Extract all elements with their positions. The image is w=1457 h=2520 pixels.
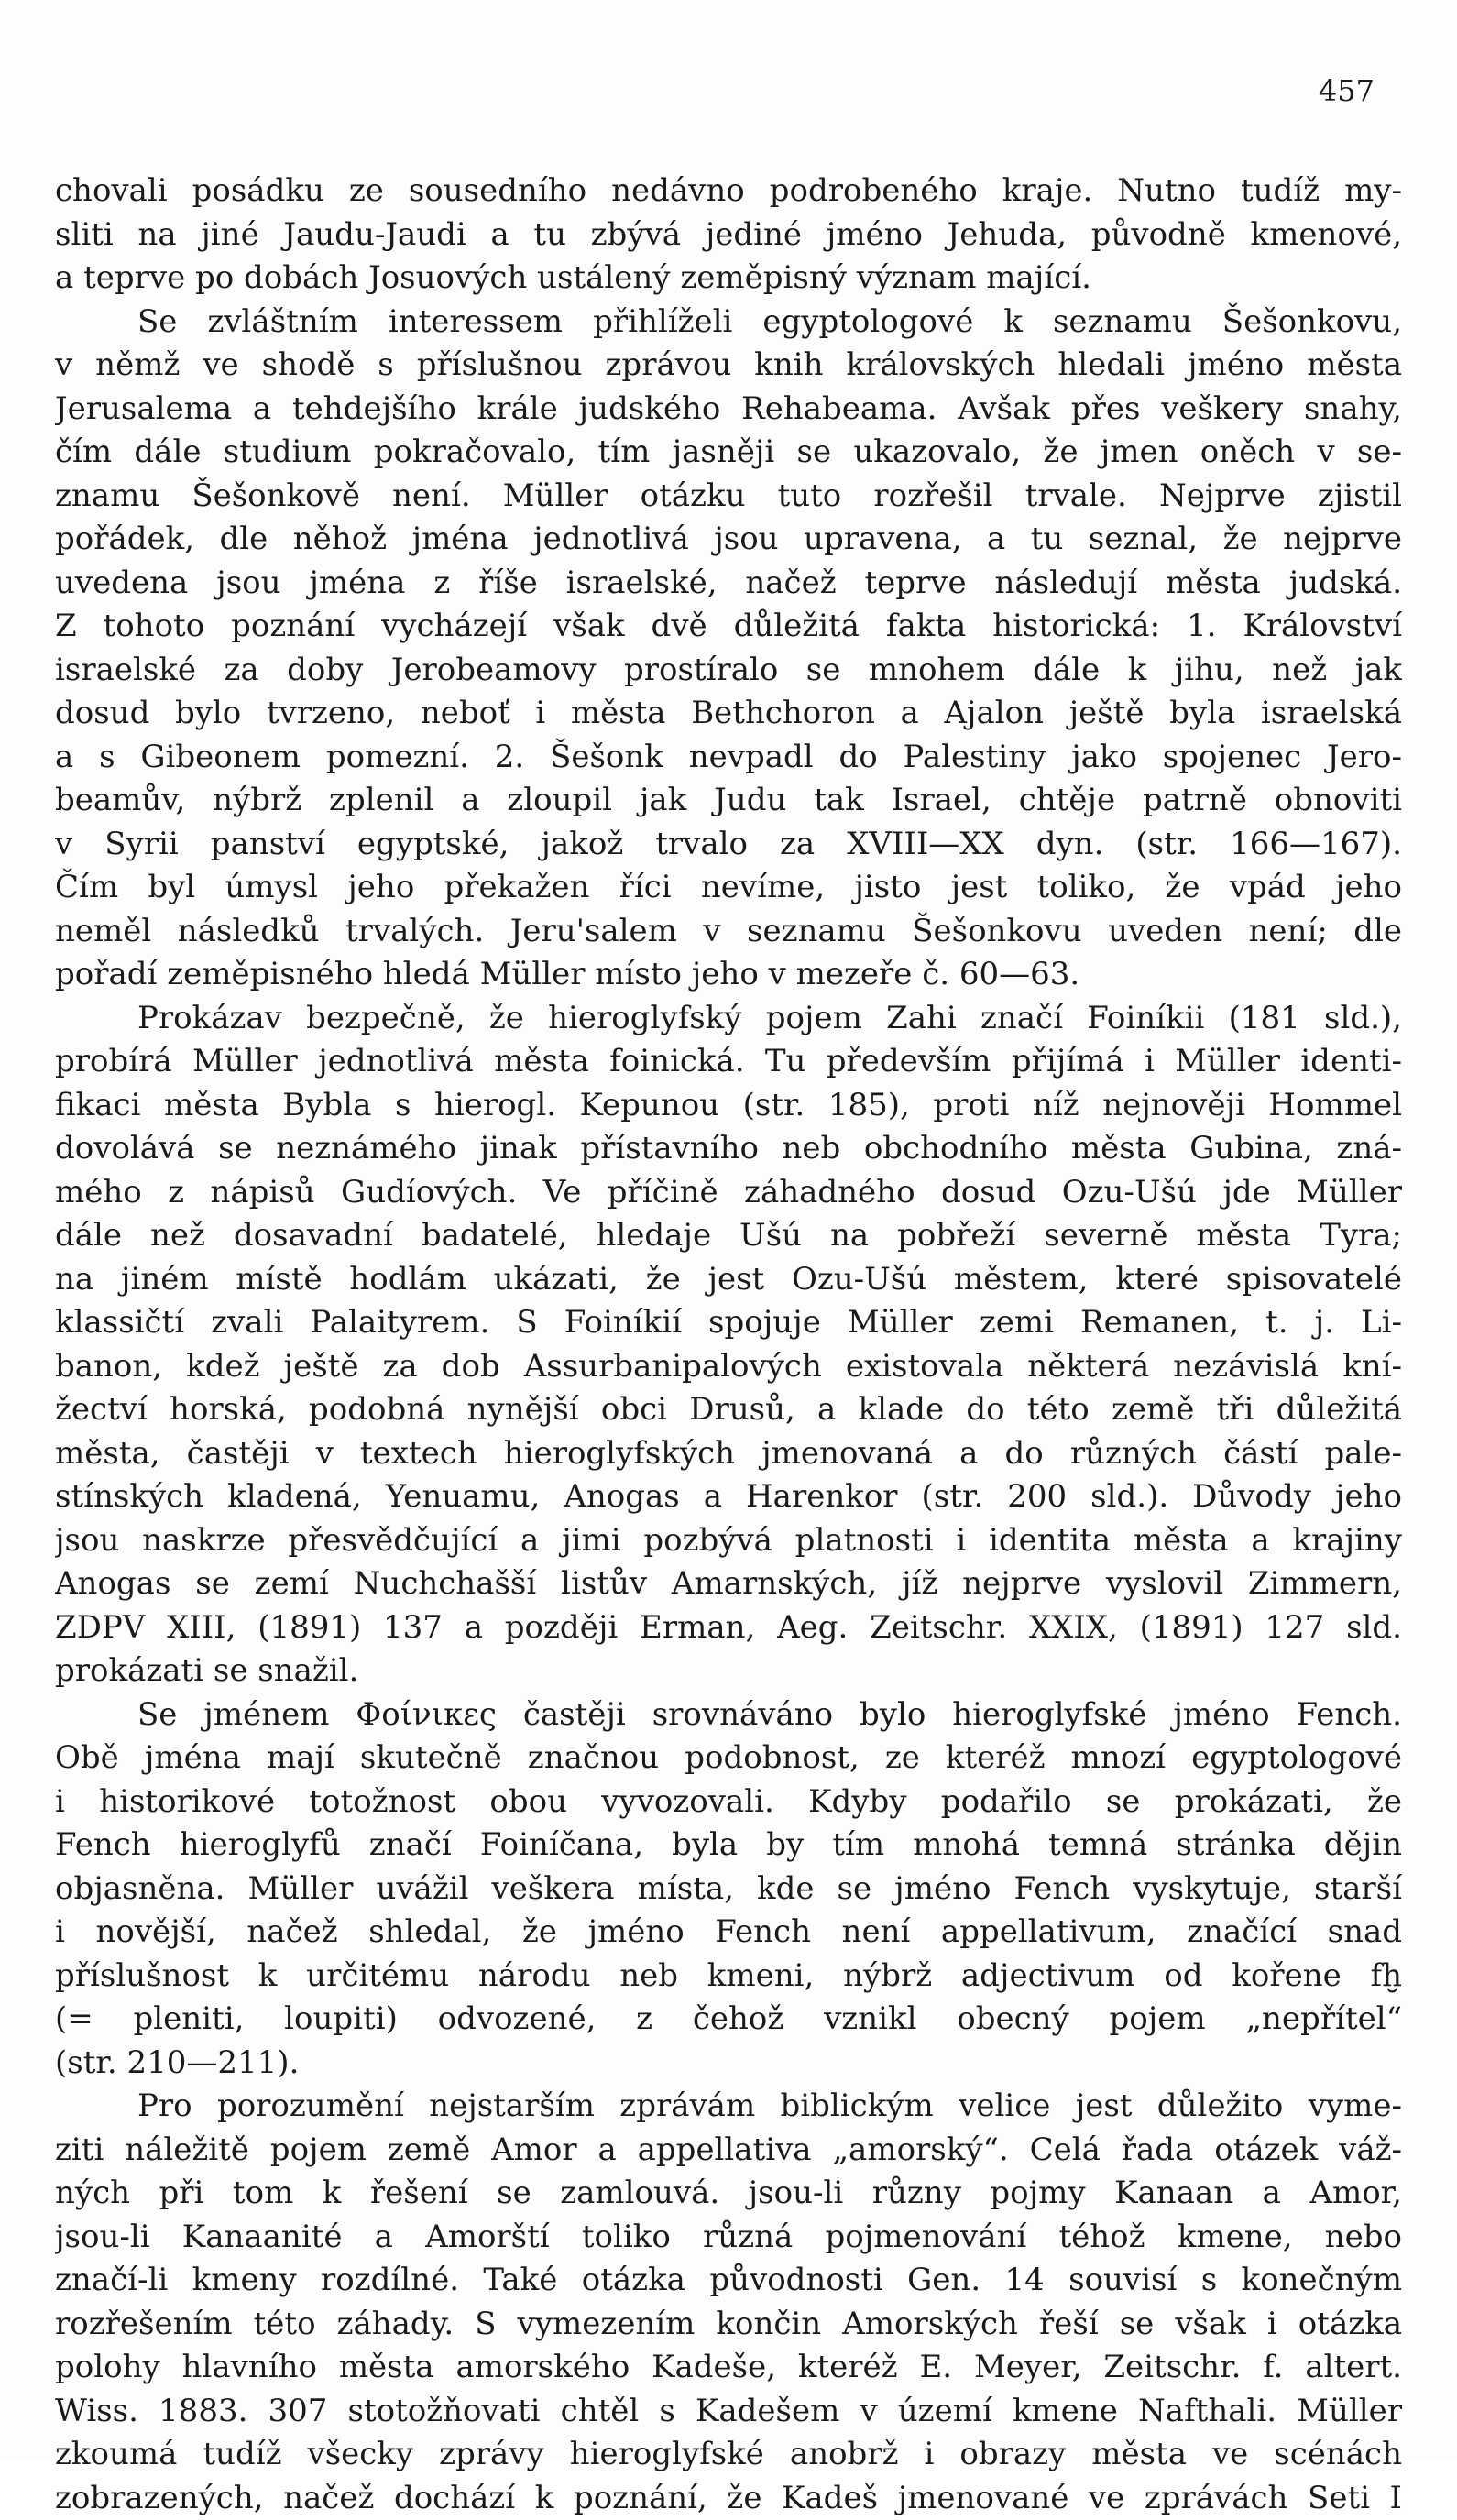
text-line: a s Gibeonem pomezní. 2. Šešonk nevpadl do Palestiny jako spojenec Jero- [55, 736, 1402, 780]
text-line: rozřešením této záhady. S vymezením končin Amorských řeší se však i otázka [55, 2303, 1402, 2347]
text-line: dovolává se neznámého jinak přístavního neb obchodního města Gubina, zná- [55, 1127, 1402, 1171]
text-line: města, častěji v textech hieroglyfských jmenovaná a do různých částí pale- [55, 1432, 1402, 1476]
text-line: Fench hieroglyfů značí Foiníčana, byla by tím mnohá temná stránka dějin [55, 1824, 1402, 1868]
text-line: fikaci města Bybla s hierogl. Kepunou (str. 185), proti níž nejnověji Hommel [55, 1084, 1402, 1128]
text-line: neměl následků trvalých. Jeru'salem v seznamu Šešonkovu uveden není; dle [55, 910, 1402, 954]
text-line: Čím byl úmysl jeho překažen říci nevíme, jisto jest toliko, že vpád jeho [55, 866, 1402, 910]
text-line: i historikové totožnost obou vyvozovali. Kdyby podařilo se prokázati, že [55, 1780, 1402, 1824]
text-line: pořadí zeměpisného hledá Müller místo jeho v mezeře č. 60—63. [55, 953, 1402, 997]
text-line: na jiném místě hodlám ukázati, že jest Ozu-Ušú městem, které spisovatelé [55, 1258, 1402, 1302]
text-line: Z tohoto poznání vycházejí však dvě důležitá fakta historická: 1. Království [55, 605, 1402, 649]
text-line: žectví horská, podobná nynější obci Drusů, a klade do této země tři důležitá [55, 1388, 1402, 1432]
text-line: Se jménem Φοίνικες častěji srovnáváno bylo hieroglyfské jméno Fench. [55, 1693, 1402, 1737]
body-text [55, 170, 1402, 2520]
text-line: probírá Müller jednotlivá města foinická. Tu především přijímá i Müller identi- [55, 1040, 1402, 1084]
text-line: sliti na jiné Jaudu-Jaudi a tu zbývá jediné jméno Jehuda, původně kmenové, [55, 214, 1402, 257]
text-line: příslušnost k určitému národu neb kmeni, nýbrž adjectivum od kořene fḫ [55, 1955, 1402, 1999]
text-line: v němž ve shodě s příslušnou zprávou knih královských hledali jméno města [55, 344, 1402, 388]
text-line: Obě jména mají skutečně značnou podobnost, ze kteréž mnozí egyptologové [55, 1737, 1402, 1780]
text-line: (str. 210—211). [55, 2042, 1402, 2086]
text-line: Prokázav bezpečně, že hieroglyfský pojem Zahi značí Foiníkii (181 sld.), [55, 997, 1402, 1041]
text-line: dále než dosavadní badatelé, hledaje Ušú na pobřeží severně města Tyra; [55, 1214, 1402, 1258]
text-line: prokázati se snažil. [55, 1649, 1402, 1693]
text-line: čím dále studium pokračovalo, tím jasněji se ukazovalo, že jmen oněch v se- [55, 431, 1402, 475]
text-line: (= pleniti, loupiti) odvozené, z čehož vznikl obecný pojem „nepřítel“ [55, 1998, 1402, 2042]
text-line: dosud bylo tvrzeno, neboť i města Bethchoron a Ajalon ještě byla israelská [55, 692, 1402, 736]
text-line: zkoumá tudíž všecky zprávy hieroglyfské anobrž i obrazy města ve scénách [55, 2433, 1402, 2477]
text-line: jsou-li Kanaanité a Amorští toliko různá pojmenování téhož kmene, nebo [55, 2216, 1402, 2260]
text-line: jsou naskrze přesvědčující a jimi pozbývá platnosti i identita města a krajiny [55, 1519, 1402, 1563]
text-line: polohy hlavního města amorského Kadeše, kteréž E. Meyer, Zeitschr. f. altert. [55, 2346, 1402, 2390]
text-line: banon, kdež ještě za dob Assurbanipalových existovala některá nezávislá kní- [55, 1345, 1402, 1389]
text-line: uvedena jsou jména z říše israelské, načež teprve následují města judská. [55, 562, 1402, 606]
page-number: 457 [1319, 73, 1375, 108]
text-line: pořádek, dle něhož jména jednotlivá jsou upravena, a tu seznal, že nejprve [55, 518, 1402, 562]
text-line: objasněna. Müller uvážil veškera místa, kde se jméno Fench vyskytuje, starší [55, 1868, 1402, 1912]
text-line: a teprve po dobách Josuových ustálený zeměpisný význam mající. [55, 257, 1402, 301]
text-line: Wiss. 1883. 307 stotožňovati chtěl s Kadešem v území kmene Nafthali. Müller [55, 2390, 1402, 2434]
text-line: Jerusalema a tehdejšího krále judského Rehabeama. Avšak přes veškery snahy, [55, 388, 1402, 432]
text-line: Se zvláštním interessem přihlíželi egyptologové k seznamu Šešonkovu, [55, 301, 1402, 345]
text-line: stínských kladená, Yenuamu, Anogas a Harenkor (str. 200 sld.). Důvody jeho [55, 1475, 1402, 1519]
text-line: znamu Šešonkově není. Müller otázku tuto rozřešil trvale. Nejprve zjistil [55, 475, 1402, 519]
text-line: beamův, nýbrž zplenil a zloupil jak Judu tak Israel, chtěje patrně obnoviti [55, 779, 1402, 823]
text-line: zobrazených, načež dochází k poznání, že Kadeš jmenované ve zprávách Seti I [55, 2477, 1402, 2520]
text-line: mého z nápisů Gudíových. Ve příčině záhadného dosud Ozu-Ušú jde Müller [55, 1171, 1402, 1215]
text-line: značí-li kmeny rozdílné. Také otázka původnosti Gen. 14 souvisí s konečným [55, 2259, 1402, 2303]
text-line: israelské za doby Jerobeamovy prostíralo se mnohem dále k jihu, než jak [55, 649, 1402, 693]
text-line: Anogas se zemí Nuchchašší listův Amarnských, jíž nejprve vyslovil Zimmern, [55, 1562, 1402, 1606]
text-line: i novější, načež shledal, že jméno Fench není appellativum, značící snad [55, 1911, 1402, 1955]
text-line: v Syrii panství egyptské, jakož trvalo za XVIII—XX dyn. (str. 166—167). [55, 823, 1402, 867]
text-line: ných při tom k řešení se zamlouvá. jsou-li různy pojmy Kanaan a Amor, [55, 2172, 1402, 2216]
text-line: Pro porozumění nejstarším zprávám biblickým velice jest důležito vyme- [55, 2085, 1402, 2129]
text-line: chovali posádku ze sousedního nedávno podrobeného kraje. Nutno tudíž my- [55, 170, 1402, 214]
text-line: ZDPV XIII, (1891) 137 a později Erman, Aeg. Zeitschr. XXIX, (1891) 127 sld. [55, 1606, 1402, 1650]
text-line: ziti náležitě pojem země Amor a appellativa „amorský“. Celá řada otázek váž- [55, 2129, 1402, 2173]
text-line: klassičtí zvali Palaityrem. S Foiníkií spojuje Müller zemi Remanen, t. j. Li- [55, 1301, 1402, 1345]
